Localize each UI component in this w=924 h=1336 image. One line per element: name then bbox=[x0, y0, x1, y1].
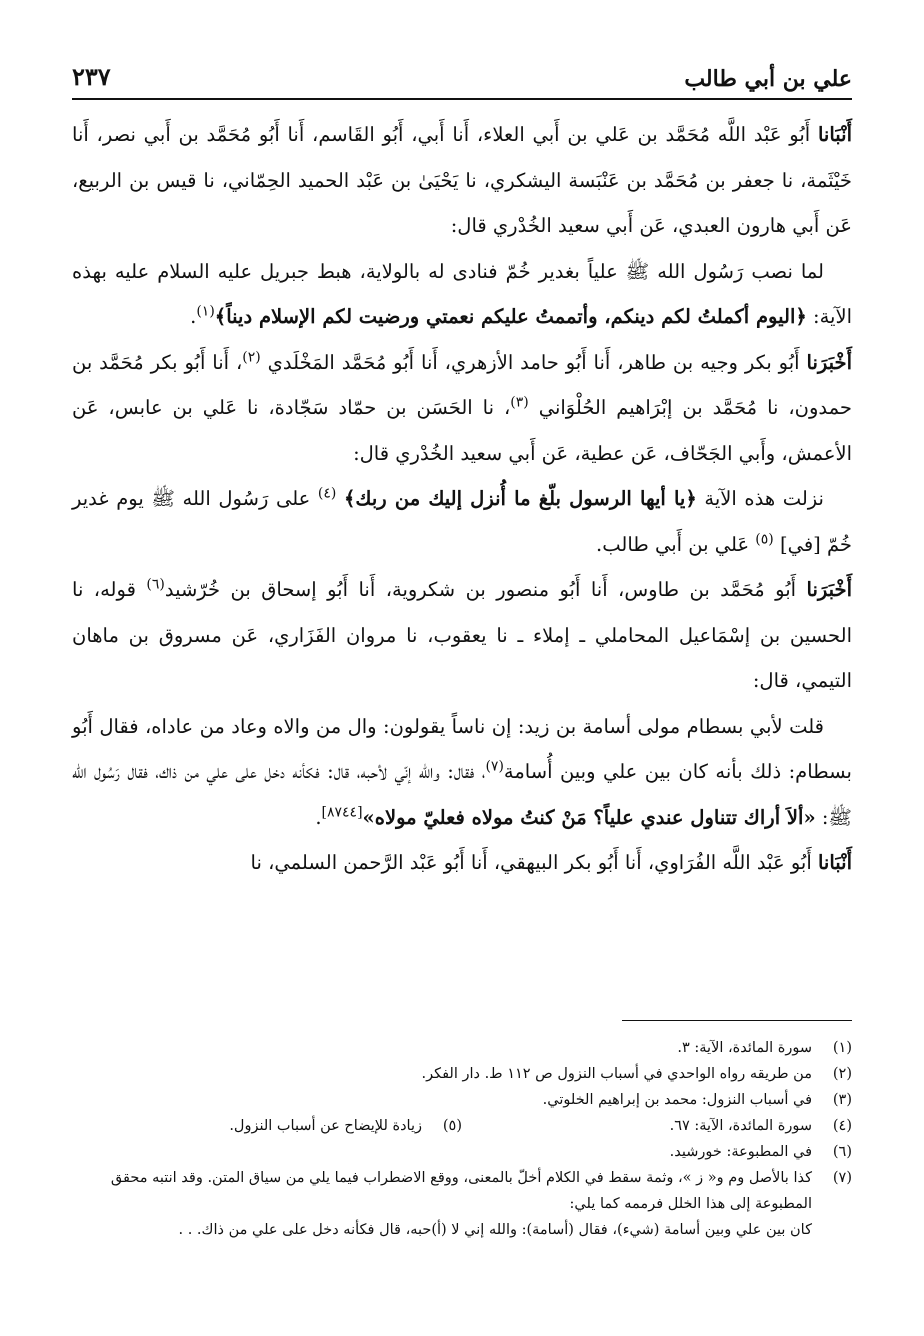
paragraph-text: لما نصب رَسُول الله ﷺ علياً بغدير خُمّ فنادى له بالولاية، هبط جبريل عليه السلام عليه بهذه الآية: bbox=[72, 259, 852, 328]
paragraph-7 bbox=[72, 840, 852, 886]
footnote-ref: (٥) bbox=[755, 531, 774, 547]
footnote-number: (١) bbox=[832, 1040, 852, 1056]
hadith-number: [٨٧٤٤] bbox=[321, 804, 363, 820]
quran-verse: ﴿اليوم أكملتُ لكم دينكم، وأتممتُ عليكم نعمتي ورضيت لكم الإسلام ديناً﴾ bbox=[214, 305, 807, 328]
narration-lead: أَخْبَرَنا bbox=[806, 350, 852, 374]
footnote-item bbox=[462, 1113, 852, 1139]
paragraph-text: عَلي بن أَبي طالب. bbox=[596, 532, 750, 556]
paragraph-6 bbox=[72, 704, 852, 841]
footnote-text: في المطبوعة: خورشيد. bbox=[669, 1144, 812, 1160]
paragraph-text: أَبُو مُحَمَّد بن طاوس، أَنا أَبُو منصور بن شكروية، أَنا أَبُو إسحاق بن خُرّشيد bbox=[164, 578, 797, 601]
footnote-text: سورة المائدة، الآية: ٣. bbox=[677, 1040, 812, 1056]
paragraph-4 bbox=[72, 476, 852, 567]
paragraph-3 bbox=[72, 340, 852, 477]
footnote-text: زيادة للإيضاح عن أسباب النزول. bbox=[229, 1118, 422, 1134]
footnote-text: من طريقه رواه الواحدي في أسباب النزول ص ١١٢ ط. دار الفكر. bbox=[421, 1066, 812, 1082]
paragraph-text: قوله، نا الحسين بن إسْمَاعيل المحاملي ـ إملاء ـ نا يعقوب، نا مروان الفَزَاري، عَن مسروق بن ماهان التيمي، قال: bbox=[72, 578, 852, 692]
narration-lead: أَخْبَرَنا bbox=[806, 578, 853, 601]
footnote-number: (٧) bbox=[832, 1170, 852, 1186]
footnote-item bbox=[72, 1165, 852, 1217]
paragraph-text: ، فقال: والله إنّي لأحبه، قال: فكأنه دخل على علي من ذاك، فقال رَسُول الله ﷺ: bbox=[72, 760, 852, 829]
paragraph-end: . bbox=[315, 805, 322, 829]
paragraph-5 bbox=[72, 567, 852, 704]
footnote-ref: (٦) bbox=[146, 576, 165, 593]
paragraph-text: نزلت هذه الآية bbox=[704, 487, 824, 510]
narration-lead: أَنْبَانا bbox=[817, 851, 852, 874]
footnote-item bbox=[72, 1087, 852, 1113]
footnote-ref: (٤) bbox=[317, 485, 337, 502]
footnote-number: (٥) bbox=[442, 1118, 462, 1134]
footnote-text: كذا بالأصل وم و« ز »، وثمة سقط في الكلام أخلّ بالمعنى، ووقع الاضطراب فيما يلي من سياق المتن. وقد انتبه محقق المطبوعة إلى هذا الخلل فرممه كما يلي: bbox=[110, 1170, 812, 1212]
footnote-divider bbox=[622, 1020, 852, 1021]
paragraph-text: ، نا الحَسَن بن حمّاد سَجّادة، نا عَلي بن عابس، عَن الأعمش، وأَبي الجَحّاف، عَن عطية، عَن أَبي سعيد الخُدْري قال: bbox=[72, 396, 852, 465]
paragraph-end: . bbox=[190, 305, 197, 328]
footnote-ref: (١) bbox=[196, 303, 215, 320]
footnote-ref: (٢) bbox=[242, 349, 261, 365]
footnote-item bbox=[72, 1061, 852, 1087]
paragraph-text: على رَسُول الله ﷺ يوم غدير خُمّ [في] bbox=[72, 487, 852, 556]
page-number: ٢٣٧ bbox=[72, 62, 111, 91]
footnote-number: (٢) bbox=[832, 1066, 852, 1082]
running-title: علي بن أبي طالب bbox=[684, 66, 852, 92]
paragraph-text: أَبُو عَبْد اللَّه مُحَمَّد بن عَلي بن أَبي العلاء، أَنا أَبي، أَبُو القَاسم، أَنا أَبُو مُحَمَّد بن أَبي نصر، أَنا خَيْثَمة، نا جعفر بن مُحَمَّد بن عَنْبَسة اليشكري، نا يَحْيَىٰ بن عَبْد الحميد الحِمّاني، نا قيس بن الربيع، عَن أَبي هارون العبدي، عَن أَبي سعيد الخُدْري قال: bbox=[72, 123, 852, 237]
footnote-item bbox=[72, 1113, 462, 1139]
footnote-text: في أسباب النزول: محمد بن إبراهيم الخلوتي. bbox=[542, 1092, 812, 1108]
footnote-continuation: كان بين علي وبين أسامة (شيء)، فقال (أسامة): والله إني لا (أ)حبه، قال فكأنه دخل على علي من ذاك. . . bbox=[178, 1222, 812, 1238]
footnote-item bbox=[72, 1035, 852, 1061]
paragraph-text: أَبُو عَبْد اللَّه الفُرَاوي، أَنا أَبُو بكر البيهقي، أَنا أَبُو عَبْد الرَّحمن السلمي، نا bbox=[250, 851, 812, 874]
quran-verse: ﴿يا أيها الرسول بلّغ ما أُنزل إليك من ربك﴾ bbox=[343, 487, 697, 510]
hadith-quote: «ألاَ أراك تتناول عندي علياً؟ مَنْ كنتُ مولاه فعليّ مولاه» bbox=[362, 805, 816, 829]
footnotes bbox=[72, 1035, 852, 1243]
narration-lead: أَنْبَانا bbox=[817, 123, 852, 146]
footnote-pair bbox=[72, 1113, 852, 1139]
footnote-ref: (٧) bbox=[485, 758, 504, 775]
footnote-text: سورة المائدة، الآية: ٦٧. bbox=[669, 1118, 812, 1134]
footnote-item bbox=[72, 1139, 852, 1165]
footnote-number: (٤) bbox=[832, 1118, 852, 1134]
footnote-number: (٣) bbox=[832, 1092, 852, 1108]
paragraph-2 bbox=[72, 249, 852, 340]
paragraph-1 bbox=[72, 112, 852, 249]
paragraph-text: أَبُو بكر وجيه بن طاهر، أَنا أَبُو حامد الأزهري، أَنا أَبُو مُحَمَّد المَخْلَدي bbox=[267, 350, 800, 374]
footnote-number: (٦) bbox=[832, 1144, 852, 1160]
page-header bbox=[72, 58, 852, 100]
paragraph-text: قلت لأبي بسطام مولى أسامة بن زيد: إن ناساً يقولون: وال من والاه وعاد من عاداه، فقال أَبُو بسطام: ذلك بأنه كان بين علي وبين أُسامة bbox=[72, 714, 852, 783]
paragraph-text: ، أَنا أَبُو بكر مُحَمَّد بن حمدون، نا مُحَمَّد بن إبْرَاهيم الحُلْوَاني bbox=[72, 350, 852, 419]
main-text bbox=[72, 112, 852, 886]
footnote-ref: (٣) bbox=[510, 394, 529, 411]
